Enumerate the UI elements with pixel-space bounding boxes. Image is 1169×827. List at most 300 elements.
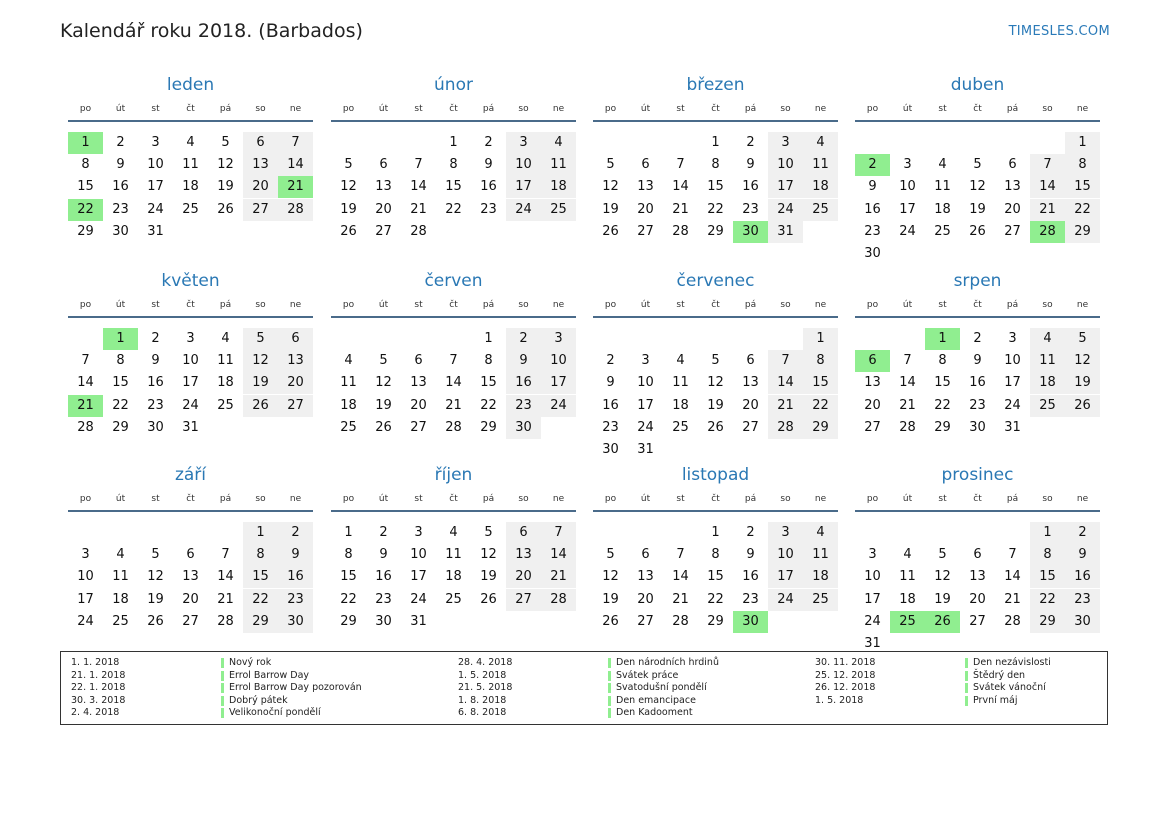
weekday-label: pá [1006,494,1019,504]
day-cell: 4 [803,132,838,154]
day-cell: 27 [506,589,541,611]
holiday-day-cell: 21 [278,176,313,198]
weekday-label: so [780,104,791,114]
day-cell: 26 [147,613,164,629]
holiday-marker [965,671,968,681]
day-cell: 10 [506,154,541,176]
day-cell: 8 [243,544,278,566]
day-cell: 2 [1065,522,1100,544]
day-cell: 2 [278,522,313,544]
day-cell: 9 [151,353,160,369]
weekday-label: ne [289,494,302,504]
day-cell: 6 [186,547,195,563]
holiday-marker [965,696,968,706]
month-name: červenec [676,271,755,291]
holiday-marker [608,696,611,706]
day-cell: 8 [344,547,353,563]
day-cell: 17 [1004,375,1021,391]
day-cell: 3 [641,353,650,369]
day-cell: 3 [768,132,803,154]
day-cell: 3 [541,328,576,350]
day-cell: 27 [410,419,427,435]
header-divider [593,510,838,512]
day-cell: 13 [637,179,654,195]
brand-link[interactable]: TIMESLES.COM [1008,24,1110,39]
day-cell: 10 [768,544,803,566]
day-cell: 26 [1065,395,1100,417]
weekday-label: po [79,494,92,504]
day-cell: 21 [410,201,427,217]
legend-column [71,657,371,720]
legend-item [71,682,371,695]
day-cell: 6 [506,522,541,544]
day-cell: 30 [112,223,129,239]
day-cell: 28 [672,613,689,629]
holiday-marker [221,658,224,668]
day-cell: 22 [1065,199,1100,221]
day-cell: 29 [112,419,129,435]
day-cell: 14 [1030,176,1065,198]
day-cell: 1 [803,328,838,350]
day-cell: 16 [969,375,986,391]
day-cell: 28 [541,589,576,611]
day-cell: 13 [969,569,986,585]
weekday-label: pá [482,300,495,310]
day-cell: 9 [484,157,493,173]
day-cell: 24 [768,589,803,611]
day-cell: 25 [445,591,462,607]
header-divider [331,120,576,122]
header-divider [331,316,576,318]
day-cell: 1 [711,525,720,540]
legend-date: 28. 4. 2018 [458,657,513,668]
weekday-label: st [414,300,423,310]
day-cell: 11 [672,375,689,391]
day-cell: 18 [672,397,689,413]
legend-holiday-name: Den emancipace [616,694,696,706]
day-cell: 22 [707,591,724,607]
weekday-label: po [342,494,355,504]
day-cell: 26 [602,223,619,239]
weekday-label: so [518,104,529,114]
day-cell: 8 [484,353,493,369]
day-cell: 25 [182,201,199,217]
legend-date: 1. 8. 2018 [458,694,507,706]
day-cell: 19 [602,591,619,607]
day-cell: 22 [340,591,357,607]
day-cell: 15 [1065,176,1100,198]
weekday-label: st [938,494,947,504]
legend-item [71,670,371,683]
weekday-label: čt [711,494,720,504]
day-cell: 19 [602,201,619,217]
day-cell: 27 [969,613,986,629]
day-cell: 26 [217,201,234,217]
day-cell: 5 [973,157,982,173]
day-cell: 7 [903,353,912,369]
day-cell: 27 [742,419,759,435]
day-cell: 22 [934,397,951,413]
day-cell: 15 [934,375,951,391]
legend-date: 30. 3. 2018 [71,694,126,706]
header-divider [331,510,576,512]
weekday-label: st [676,104,685,114]
day-cell: 21 [217,591,234,607]
day-cell: 20 [182,591,199,607]
day-cell: 7 [1008,547,1017,563]
day-cell: 22 [243,589,278,611]
day-cell: 4 [344,353,353,369]
day-cell: 29 [707,613,724,629]
month-name: červen [424,271,483,291]
day-cell: 16 [147,375,164,391]
weekday-label: čt [973,300,982,310]
header-divider [855,316,1100,318]
month-name: březen [686,75,745,95]
legend-holiday-name: Den nezávislosti [973,657,1051,668]
weekday-header [331,104,576,116]
day-cell: 5 [484,525,493,540]
day-cell: 2 [484,135,493,150]
day-cell: 17 [768,176,803,198]
day-cell: 24 [899,223,916,239]
day-cell: 17 [768,566,803,588]
day-cell: 23 [864,223,881,239]
weekday-label: ne [814,104,827,114]
day-cell: 16 [1065,566,1100,588]
day-cell: 5 [606,157,615,173]
weekday-label: st [938,104,947,114]
day-cell: 14 [217,569,234,585]
day-cell: 23 [506,395,541,417]
day-cell: 21 [672,201,689,217]
day-cell: 5 [344,157,353,173]
weekday-header [593,104,838,116]
day-cell: 30 [1065,611,1100,633]
legend-date: 1. 5. 2018 [815,694,864,706]
weekday-label: čt [449,300,458,310]
day-cell: 20 [1004,201,1021,217]
header-divider [855,120,1100,122]
weekday-label: so [780,494,791,504]
holiday-marker [608,671,611,681]
day-cell: 23 [969,397,986,413]
day-cell: 13 [637,569,654,585]
day-cell: 31 [637,442,654,457]
day-cell: 22 [1030,589,1065,611]
day-cell: 30 [375,613,392,629]
weekday-label: po [79,104,92,114]
legend-holiday-name: Svátek vánoční [973,682,1046,694]
legend-item [71,657,371,670]
day-cell: 15 [445,179,462,195]
day-cell: 13 [1004,179,1021,195]
day-cell: 16 [864,201,881,217]
day-cell: 28 [768,417,803,439]
day-cell: 11 [899,569,916,585]
day-cell: 11 [445,547,462,563]
weekday-label: ne [814,300,827,310]
day-cell: 2 [116,135,125,150]
day-cell: 23 [375,591,392,607]
day-cell: 2 [151,331,160,346]
day-cell: 31 [410,613,427,629]
day-cell: 7 [414,157,423,173]
legend-date: 6. 8. 2018 [458,707,507,719]
legend-holiday-name: Velikonoční pondělí [229,707,321,719]
day-cell: 15 [707,179,724,195]
day-cell: 25 [541,199,576,221]
day-cell: 24 [541,395,576,417]
day-cell: 28 [899,419,916,435]
day-cell: 6 [278,328,313,350]
weekday-label: so [518,494,529,504]
day-cell: 5 [711,353,720,369]
header-divider [593,316,838,318]
day-cell: 15 [1030,566,1065,588]
holiday-day-cell: 25 [890,611,925,633]
legend-holiday-name: Svatodušní pondělí [616,682,707,694]
weekday-label: út [902,300,913,310]
day-cell: 24 [410,591,427,607]
weekday-label: pá [744,300,757,310]
legend-holiday-name: Errol Barrow Day pozorován [229,682,362,694]
day-cell: 8 [1065,154,1100,176]
day-cell: 23 [147,397,164,413]
day-cell: 24 [147,201,164,217]
day-cell: 18 [217,375,234,391]
day-cell: 6 [641,547,650,563]
day-cell: 21 [541,566,576,588]
day-cell: 25 [934,223,951,239]
legend-item [815,670,1115,683]
day-cell: 6 [746,353,755,369]
weekday-label: pá [219,494,232,504]
day-cell: 25 [1030,395,1065,417]
day-cell: 20 [243,176,278,198]
day-cell: 19 [147,591,164,607]
month-name: září [174,465,207,485]
day-cell: 15 [112,375,129,391]
legend-item [458,657,758,670]
day-cell: 28 [217,613,234,629]
day-cell: 9 [606,375,615,391]
day-cell: 17 [410,569,427,585]
day-cell: 26 [707,419,724,435]
day-cell: 25 [803,199,838,221]
day-cell: 15 [803,372,838,394]
day-cell: 17 [147,179,164,195]
day-cell: 2 [973,331,982,346]
weekday-label: so [255,300,266,310]
day-cell: 16 [375,569,392,585]
weekday-label: so [1042,104,1053,114]
weekday-label: po [342,104,355,114]
day-cell: 4 [186,135,195,150]
day-cell: 9 [379,547,388,563]
day-cell: 24 [77,613,94,629]
day-cell: 6 [379,157,388,173]
day-cell: 2 [746,135,755,150]
day-cell: 16 [112,179,129,195]
holiday-day-cell: 26 [925,611,960,633]
day-cell: 21 [768,395,803,417]
weekday-label: pá [219,300,232,310]
day-cell: 4 [221,331,230,346]
day-cell: 11 [112,569,129,585]
day-cell: 13 [742,375,759,391]
day-cell: 10 [899,179,916,195]
day-cell: 30 [969,419,986,435]
day-cell: 18 [112,591,129,607]
weekday-label: so [255,104,266,114]
day-cell: 22 [112,397,129,413]
header-divider [68,316,313,318]
weekday-header [855,104,1100,116]
day-cell: 27 [182,613,199,629]
weekday-label: út [378,104,389,114]
day-cell: 29 [707,223,724,239]
weekday-label: út [378,494,389,504]
legend-holiday-name: Nový rok [229,657,272,668]
day-cell: 5 [1065,328,1100,350]
weekday-label: po [604,104,617,114]
weekday-label: po [604,494,617,504]
day-cell: 23 [602,419,619,435]
weekday-label: st [414,494,423,504]
day-cell: 27 [637,223,654,239]
day-cell: 15 [707,569,724,585]
day-cell: 29 [243,611,278,633]
day-cell: 29 [1030,611,1065,633]
day-cell: 12 [217,157,234,173]
day-cell: 15 [340,569,357,585]
day-cell: 20 [637,591,654,607]
day-cell: 14 [672,569,689,585]
day-cell: 22 [707,201,724,217]
day-cell: 17 [899,201,916,217]
weekday-label: út [902,494,913,504]
day-cell: 19 [1065,372,1100,394]
day-cell: 29 [934,419,951,435]
day-cell: 15 [243,566,278,588]
day-cell: 5 [938,547,947,563]
weekday-label: st [676,300,685,310]
day-cell: 25 [340,419,357,435]
day-cell: 5 [221,135,230,150]
legend-date: 21. 1. 2018 [71,669,126,681]
day-cell: 24 [637,419,654,435]
day-cell: 4 [938,157,947,173]
day-cell: 27 [278,395,313,417]
day-cell: 18 [1030,372,1065,394]
weekday-label: ne [552,300,565,310]
day-cell: 10 [768,154,803,176]
legend-column [815,657,1115,707]
day-cell: 12 [707,375,724,391]
month-name: únor [434,75,473,95]
day-cell: 30 [147,419,164,435]
legend-holiday-name: Svátek práce [616,669,679,681]
weekday-label: čt [973,494,982,504]
day-cell: 16 [506,372,541,394]
weekday-label: pá [744,104,757,114]
day-cell: 20 [864,397,881,413]
legend-date: 2. 4. 2018 [71,707,120,719]
weekday-label: ne [814,494,827,504]
weekday-label: pá [482,104,495,114]
day-cell: 7 [541,522,576,544]
month-name: prosinec [941,465,1014,485]
day-cell: 17 [506,176,541,198]
day-cell: 23 [112,201,129,217]
day-cell: 7 [768,350,803,372]
holiday-marker [221,683,224,693]
weekday-label: so [255,494,266,504]
day-cell: 28 [672,223,689,239]
day-cell: 23 [1065,589,1100,611]
weekday-label: út [640,494,651,504]
weekday-header [331,494,576,506]
day-cell: 13 [864,375,881,391]
weekday-label: čt [449,104,458,114]
day-cell: 2 [606,353,615,369]
day-cell: 8 [1030,544,1065,566]
day-cell: 3 [81,547,90,563]
month-name: leden [166,75,215,95]
weekday-label: pá [1006,300,1019,310]
header-divider [68,120,313,122]
day-cell: 28 [77,419,94,435]
day-cell: 12 [147,569,164,585]
day-cell: 12 [602,569,619,585]
day-cell: 28 [1004,613,1021,629]
weekday-label: ne [552,494,565,504]
day-cell: 24 [506,199,541,221]
weekday-label: st [414,104,423,114]
weekday-label: so [780,300,791,310]
holiday-day-cell: 2 [855,154,890,176]
weekday-label: po [342,300,355,310]
day-cell: 12 [375,375,392,391]
weekday-header [68,494,313,506]
weekday-label: čt [186,104,195,114]
day-cell: 10 [77,569,94,585]
day-cell: 15 [77,179,94,195]
day-cell: 7 [676,547,685,563]
day-cell: 10 [410,547,427,563]
day-cell: 15 [480,375,497,391]
day-cell: 11 [934,179,951,195]
holiday-day-cell: 6 [855,350,890,372]
day-cell: 3 [768,522,803,544]
day-cell: 31 [182,419,199,435]
weekday-label: ne [289,104,302,114]
day-cell: 26 [375,419,392,435]
day-cell: 26 [340,223,357,239]
day-cell: 20 [375,201,392,217]
day-cell: 16 [480,179,497,195]
day-cell: 23 [742,591,759,607]
day-cell: 23 [742,201,759,217]
day-cell: 14 [410,179,427,195]
day-cell: 13 [410,375,427,391]
weekday-label: út [115,104,126,114]
day-cell: 9 [506,350,541,372]
weekday-label: čt [186,494,195,504]
day-cell: 26 [969,223,986,239]
day-cell: 30 [278,611,313,633]
